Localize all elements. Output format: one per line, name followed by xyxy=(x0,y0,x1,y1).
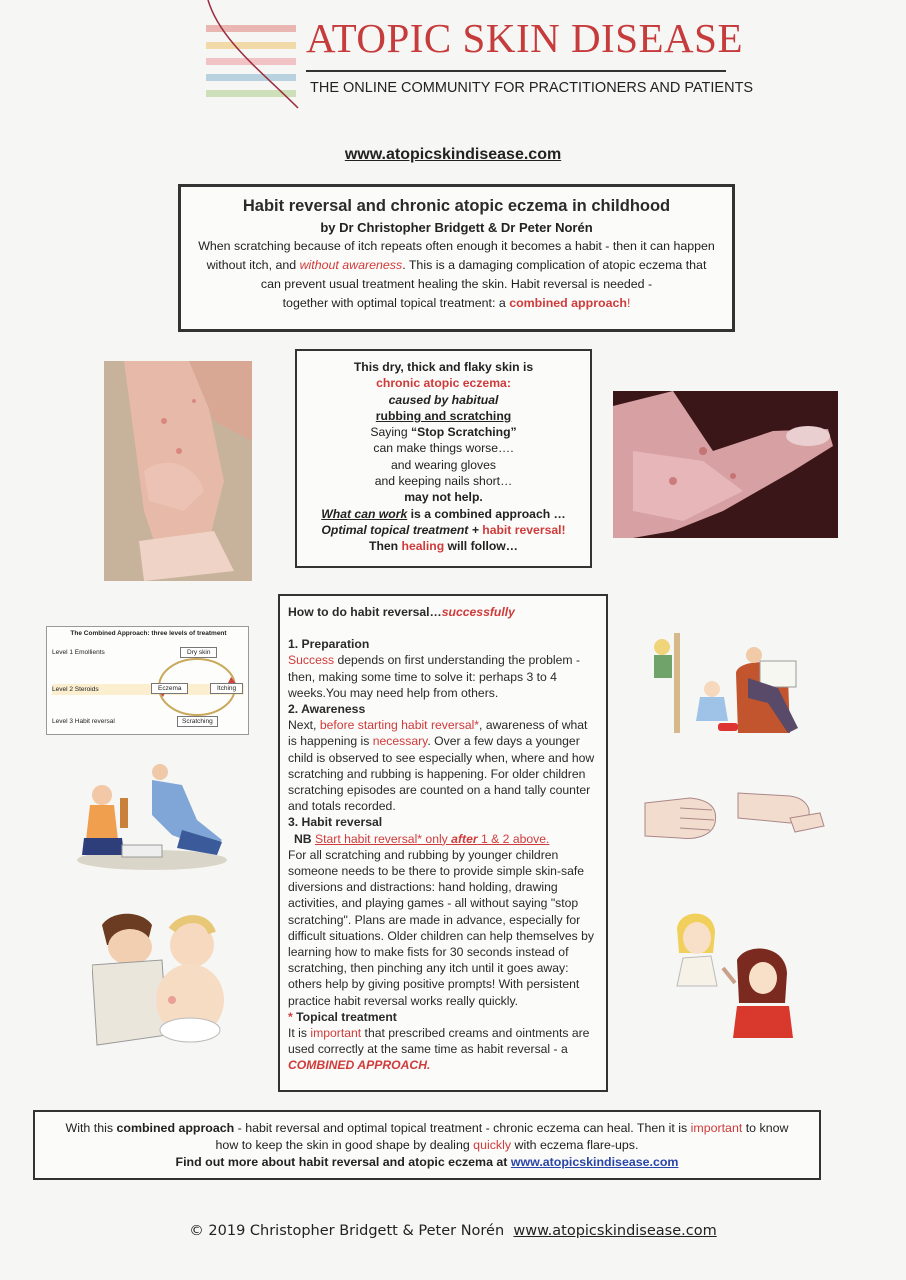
website-link[interactable]: www.atopicskindisease.com xyxy=(344,146,562,163)
diagram-eczema: Eczema xyxy=(151,683,188,694)
combined-approach-diagram xyxy=(46,626,249,735)
diagram-level2: Level 2 Steroids xyxy=(52,684,244,695)
logo xyxy=(200,0,300,110)
diagram-itching: Itching xyxy=(210,683,243,694)
summary-box: With this combined approach - habit reversal and optimal topical treatment - chronic eczema can heal. Then it is important to know how to keep the skin in good shape by dealing quickly with eczema flare-ups. Find out more about habit reversal and atopic eczema at www.atopicskindisease.com xyxy=(33,1110,821,1180)
topical-heading: * Topical treatment xyxy=(288,1009,397,1024)
illustration-fists-and-pinching xyxy=(640,788,826,848)
step-3-heading: 3. Habit reversal xyxy=(288,815,383,830)
topical-text: It is important that prescribed creams and ointments are used correctly at the same time as habit reversal - a COMBINED APPROACH. xyxy=(288,1026,590,1073)
chronic-eczema-box: This dry, thick and flaky skin is chronic atopic eczema: caused by habitual rubbing and scratching Saying “Stop Scratching” can make things worse…. and wearing gloves and keeping nails short… may not help. What can work is a combined approach … Optimal topical treatment + habit reversal! Then healing will follow… xyxy=(295,349,592,568)
illustration-dad-and-baby xyxy=(92,905,232,1047)
diagram-dry-skin: Dry skin xyxy=(180,647,217,658)
photo-foot-eczema xyxy=(613,391,838,538)
diagram-scratching: Scratching xyxy=(177,716,218,727)
footer-copyright: © 2019 Christopher Bridgett & Peter Norén xyxy=(189,1223,505,1239)
illustration-father-child-playing xyxy=(72,760,232,880)
diagram-title: The Combined Approach: three levels of treatment xyxy=(70,630,227,637)
summary-website-link[interactable]: www.atopicskindisease.com xyxy=(510,1155,679,1169)
header-subtitle: THE ONLINE COMMUNITY FOR PRACTITIONERS AND PATIENTS xyxy=(310,80,754,96)
footer xyxy=(0,1223,906,1239)
step-2-text: Next, before starting habit reversal*, awareness of what is happening is necessary. Over a few days a younger child is observed to see especially when, where and how scratching and rubbing is happening. For older children scratching episodes are counted on a hand tally counter and totals recorded. xyxy=(288,718,595,814)
footer-link[interactable]: www.atopicskindisease.com xyxy=(513,1223,717,1239)
logo-stripes-icon xyxy=(200,0,300,110)
how-to-title: How to do habit reversal…successfully xyxy=(288,605,515,619)
step-1-text: Success depends on first understanding the problem - then, making some time to solve it: perhaps 3 to 4 weeks.You may need help from others. xyxy=(288,653,580,700)
nb-note: NB Start habit reversal* only after 1 & 2 above. xyxy=(294,831,550,846)
article-title: Habit reversal and chronic atopic eczema in childhood xyxy=(242,197,671,215)
diagram-level1: Level 1 Emollients xyxy=(52,649,105,656)
photo-leg-eczema xyxy=(104,361,252,581)
intro-box xyxy=(178,184,735,332)
step-2-heading: 2. Awareness xyxy=(288,702,366,717)
illustration-mother-and-child xyxy=(675,908,805,1043)
authors: by Dr Christopher Bridgett & Dr Peter Norén xyxy=(320,220,593,235)
header-title: ATOPIC SKIN DISEASE xyxy=(306,15,744,61)
step-3-text: For all scratching and rubbing by younger children someone needs to be there to provide simple skin-safe diversions and distractions: hand holding, drawing activities, and playing games - all without saying "stop scratching". Plans are made in advance, especially for difficult situations. Older children can help themselves by learning how to make fists for 30 seconds instead of scratching, then pinching any itch until it goes away: others help by giving positive prompts! With persistent practice habit reversal works really quickly. xyxy=(288,847,594,1008)
step-1-heading: 1. Preparation xyxy=(288,637,370,652)
diagram-level3: Level 3 Habit reversal xyxy=(52,718,115,725)
header-rule xyxy=(306,70,726,72)
intro-text: When scratching because of itch repeats often enough it becomes a habit - then it can happen without itch, and without awareness. This is a damaging complication of atopic eczema that can prevent usual treatment healing the skin. Habit reversal is needed - together with optimal topical treatment: a combined approach! xyxy=(198,239,715,310)
how-to-box xyxy=(278,594,608,1092)
illustration-family-living-room xyxy=(648,633,810,745)
